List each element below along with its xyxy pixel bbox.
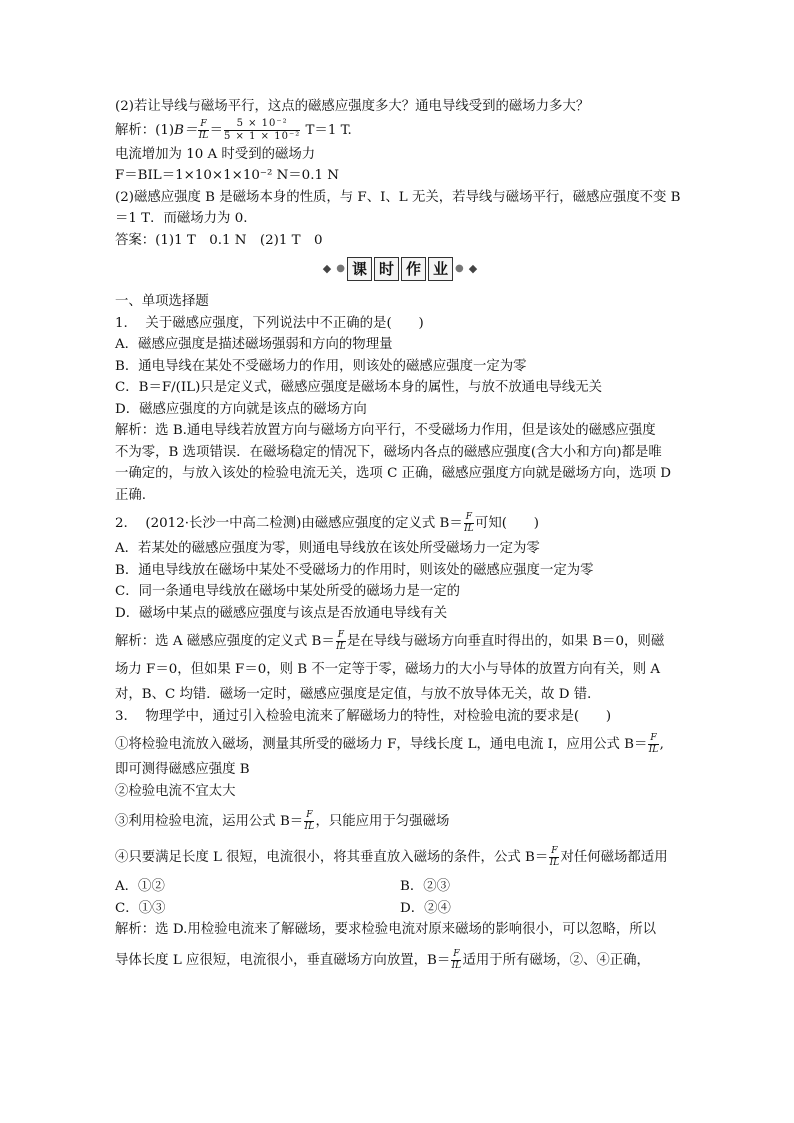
q1-option-b: B．通电导线在某处不受磁场力的作用，则该处的磁感应强度一定为零 (115, 358, 527, 374)
q3-options-row-1 (115, 876, 685, 898)
analysis-1-line (115, 118, 685, 144)
q1-explanation-3: 一确定的，与放入该处的检验电流无关，选项 C 正确，磁感应强度方向就是磁场方向，选项 D (115, 466, 671, 481)
fraction-f-over-il: $\frac{F}{IL}$ (451, 948, 462, 971)
fraction-f-over-il: $\frac{F}{IL}$ (198, 118, 209, 141)
q3-item-3: ③利用检验电流，运用公式 B＝ $\frac{F}{IL}$ ，只能应用于匀强磁场 (115, 810, 450, 832)
q2-stem: 2. (2012·长沙一中高二检测)由磁感应强度的定义式 B＝ $\frac{F}{IL}$ 可知( ) (115, 512, 539, 534)
q2-explanation-1: 解析：选 A 磁感应强度的定义式 B＝ $\frac{F}{IL}$ 是在导线与磁场方向垂直时得出的，如果 B＝0，则磁 (115, 630, 665, 652)
fraction-f-over-il: $\frac{F}{IL}$ (304, 810, 315, 832)
q1-option-d: D．磁感应强度的方向就是该点的磁场方向 (115, 401, 367, 417)
force-equation-line: F＝BIL＝1×10×1×10⁻² N＝0.1 N (115, 168, 339, 183)
analysis-2-line-b: ＝1 T．而磁场力为 0. (115, 211, 248, 226)
fraction-f-over-il: $\frac{F}{IL}$ (549, 846, 560, 868)
equals-sign: ＝ (209, 122, 224, 138)
q3-item-2: ②检验电流不宜太大 (115, 783, 236, 799)
q3-option-c: C．①③ (115, 900, 166, 916)
analysis-b-eq: B＝ (174, 122, 198, 138)
fraction-f-over-il: $\frac{F}{IL}$ (648, 733, 659, 755)
q1-option-a: A．磁感应强度是描述磁场强弱和方向的物理量 (115, 337, 393, 352)
analysis-result: T＝1 T. (301, 122, 352, 138)
q2-explanation-3: 对，B、C 均错．磁场一定时，磁感应强度是定值，与放不放导体无关，故 D 错． (115, 687, 601, 702)
q3-explanation-1: 解析：选 D.用检验电流来了解磁场，要求检验电流对原来磁场的影响很小，可以忽略，所以 (115, 922, 657, 937)
q1-explanation-4: 正确. (115, 487, 147, 503)
fraction-numeric: $\frac{\text{5 × 10⁻²}}{\text{5 × 1 × 10⁻²}}$ (224, 117, 301, 142)
q3-stem: 3. 物理学中，通过引入检验电流来了解磁场力的特性，对检验电流的要求是( ) (115, 708, 612, 724)
q2-explanation-2: 场力 F＝0，但如果 F＝0，则 B 不一定等于零，磁场力的大小与导体的放置方向有关，则 A (115, 662, 661, 677)
question-2-prev: (2)若让导线与磁场平行，这点的磁感应强度多大？通电导线受到的磁场力多大？ (115, 99, 590, 114)
q3-item-1b: 即可测得磁感应强度 B (115, 762, 250, 777)
q1-explanation-2: 不为零，B 选项错误．在磁场稳定的情况下，磁场内各点的磁感应强度(含大小和方向)都是唯 (115, 444, 662, 460)
q3-option-a: A．①② (115, 879, 165, 894)
q2-option-b: B．通电导线放在磁场中某处不受磁场力的作用时，则该处的磁感应强度一定为零 (115, 562, 594, 578)
q1-explanation-1: 解析：选 B.通电导线若放置方向与磁场方向平行，不受磁场力作用，但是该处的磁感应强度 (115, 423, 656, 438)
dot-icon: ● (455, 263, 464, 275)
diamond-icon: ◆ (468, 262, 478, 276)
fraction-f-over-il: $\frac{F}{IL}$ (336, 630, 346, 652)
q1-stem: 1. 关于磁感应强度，下列说法中不正确的是( ) (115, 315, 424, 331)
q2-option-c: C．同一条通电导线放在磁场中某处所受的磁场力是一定的 (115, 584, 461, 599)
current-increase-line: 电流增加为 10 A 时受到的磁场力 (115, 146, 316, 162)
banner-title: 课 时 作 业 (347, 257, 453, 281)
homework-banner (115, 257, 685, 281)
q3-item-1: ①将检验电流放入磁场，测量其所受的磁场力 F，导线长度 L，通电电流 I，应用公式 B＝ $\frac{F}{IL}$ , (115, 733, 664, 755)
fraction-f-over-il: $\frac{F}{IL}$ (464, 512, 474, 534)
analysis-label: 解析：(1) (115, 122, 175, 138)
q1-option-c: C．B＝F/(IL)只是定义式，磁感应强度是磁场本身的属性，与放不放通电导线无关 (115, 380, 603, 395)
section-heading: 一、单项选择题 (115, 294, 209, 309)
analysis-2-line-a: (2)磁感应强度 B 是磁场本身的性质，与 F、I、L 无关，若导线与磁场平行，磁感应强度不变 B (115, 189, 681, 205)
document-page (115, 96, 685, 975)
q3-option-d: D．②④ (400, 900, 451, 916)
q2-option-d: D．磁场中某点的磁感应强度与该点是否放通电导线有关 (115, 605, 448, 621)
q3-option-b: B．②③ (400, 879, 451, 894)
answer-line: 答案：(1)1 T 0.1 N (2)1 T 0 (115, 232, 323, 248)
dot-icon: ● (336, 263, 345, 275)
diamond-icon: ◆ (322, 262, 332, 276)
q3-options-row-2 (115, 898, 685, 920)
q3-explanation-2: 导体长度 L 应很短，电流很小，垂直磁场方向放置，B＝ $\frac{F}{IL}$ 适用于所有磁场，②、④正确， (115, 948, 650, 971)
q2-option-a: A．若某处的磁感应强度为零，则通电导线放在该处所受磁场力一定为零 (115, 541, 540, 556)
q3-item-4: ④只要满足长度 L 很短，电流很小，将其垂直放入磁场的条件，公式 B＝ $\frac{F}{IL}$ 对任何磁场都适用 (115, 846, 668, 868)
